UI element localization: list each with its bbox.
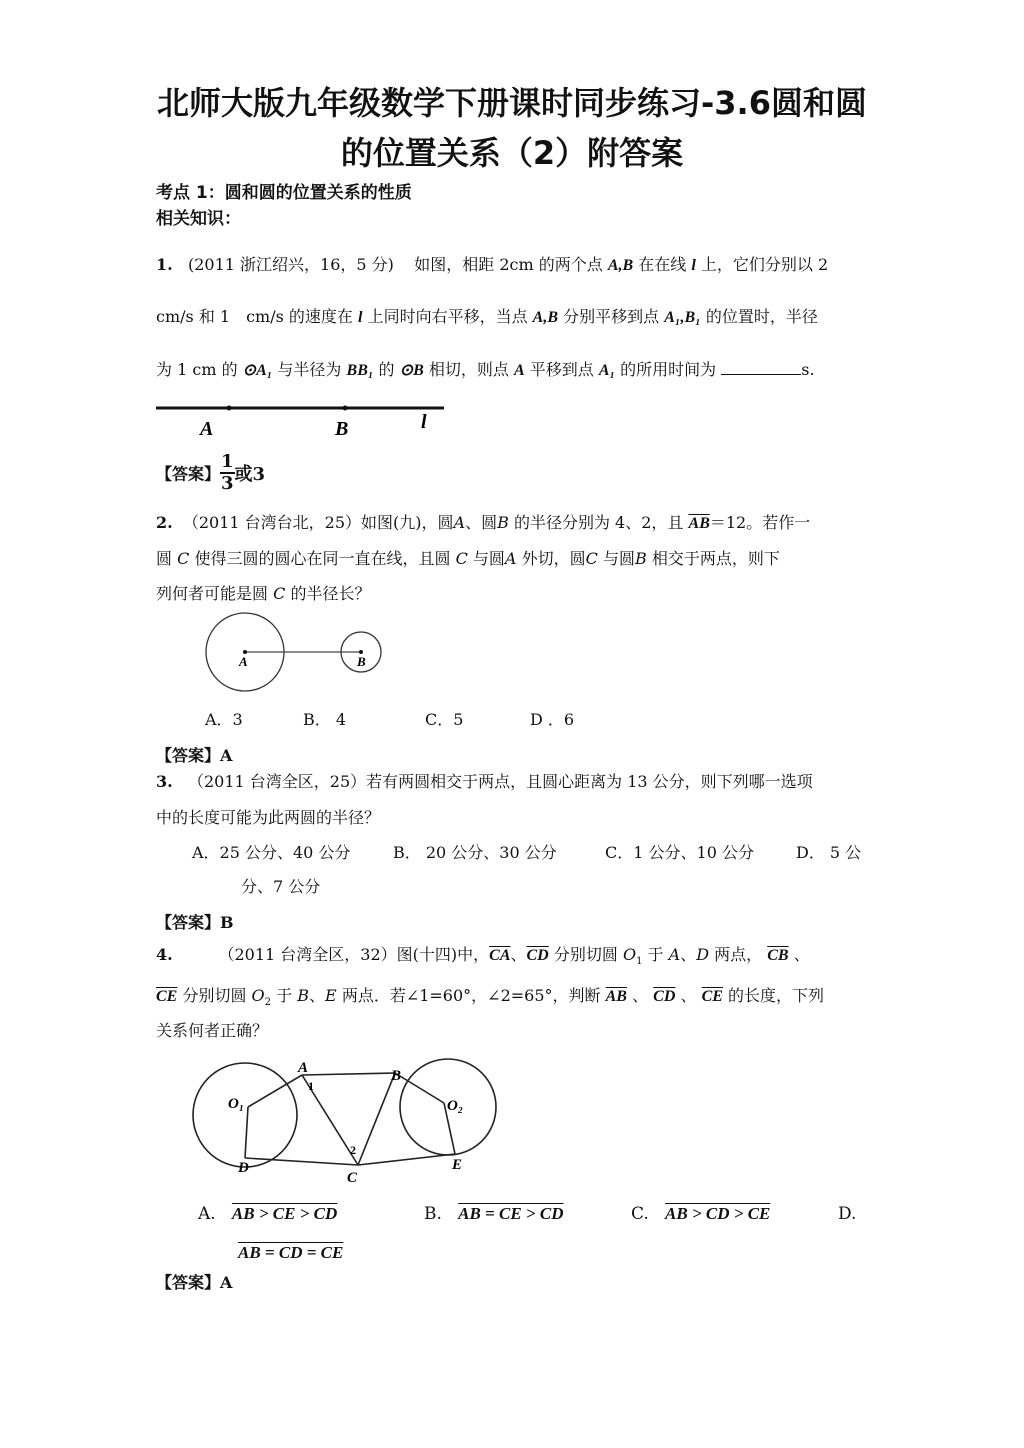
label-e: E <box>452 1157 463 1173</box>
segment-ce <box>358 1154 455 1165</box>
label-o2: O₂ <box>447 1098 464 1114</box>
segment-cb <box>358 1073 395 1165</box>
q3-line1: 3. （2011 台湾全区，25）若有两圆相交于两点，且圆心距离为 13 公分，则下列哪一选项 <box>156 772 813 791</box>
label-d: D <box>238 1160 249 1176</box>
radius-o2b <box>395 1073 444 1103</box>
label-a: A <box>298 1060 309 1076</box>
q3-option-a: A．25 公分、40 公分 <box>192 843 351 862</box>
q3-option-c: C．1 公分、10 公分 <box>605 843 754 862</box>
q4-option-a-expr: AB > CE > CD <box>231 1204 338 1223</box>
q1-figure <box>150 395 450 445</box>
section-subheading: 相关知识： <box>156 209 241 229</box>
point-a <box>227 406 232 411</box>
point-b <box>343 406 348 411</box>
q4-line2: $\overline{CE}$ 分别切圆 $O_2$ 于 B、E 两点．若∠1=60°，∠2=65°，判断 $\overline{AB}$ 、 $\overline{CD}$ 、 $\overline{CE}$ 的长度，下列 <box>156 986 825 1009</box>
q4-line1: 4. （2011 台湾全区，32）图(十四)中，$\overline{CA}$、$\overline{CD}$ 分别切圆 $O_1$ 于 A、D 两点， $\overline{CB}$ 、 <box>156 945 810 968</box>
q4-figure <box>190 1050 510 1185</box>
q1-answer-blank <box>721 360 801 375</box>
q4-number: 4. <box>156 945 173 964</box>
label-angle-1: 1 <box>308 1079 314 1093</box>
q4-option-d-label: D. <box>838 1204 857 1224</box>
q2-answer: 【答案】A <box>156 746 233 765</box>
radius-o1d <box>245 1107 248 1158</box>
label-b: B <box>391 1068 402 1084</box>
q4-line3: 关系何者正确？ <box>156 1021 269 1040</box>
q4-option-a: A. AB > CE > CD <box>198 1204 338 1224</box>
q1-answer-fraction: $\frac{1}{3}$ <box>221 451 234 494</box>
page-title-line2: 的位置关系（2）附答案 <box>340 134 684 172</box>
label-l: l <box>421 411 427 433</box>
label-o1: O₁ <box>228 1096 245 1112</box>
q2-figure <box>200 612 390 694</box>
label-c: C <box>347 1170 358 1185</box>
segment-ab <box>302 1073 395 1075</box>
label-angle-2: 2 <box>350 1143 356 1157</box>
q3-option-d: D． 5 公 <box>796 843 862 862</box>
q1-line1: 1. (2011 浙江绍兴，16，5 分) 如图，相距 2cm 的两个点 A,B 在在线 l 上，它们分别以 2 <box>156 255 829 274</box>
q1-answer: 【答案】 $\frac{1}{3}$ 或3 <box>156 451 266 494</box>
q4-option-b: B. AB = CE > CD <box>424 1204 564 1224</box>
q2-line2: 圆 C 使得三圆的圆心在同一直在线，且圆 C 与圆A 外切，圆C 与圆B 相交于两点，则下 <box>156 549 780 568</box>
section-heading: 考点 1：圆和圆的位置关系的性质 <box>156 183 412 203</box>
q2-option-c: C．5 <box>425 710 464 729</box>
label-b: B <box>335 418 349 440</box>
q3-line2: 中的长度可能为此两圆的半径？ <box>156 808 381 827</box>
q2-line1: 2. （2011 台湾台北，25）如图(九)，圆A、圆B 的半径分别为 4、2，且 $\overline{AB}=12$。若作一 <box>156 513 811 532</box>
q2-option-b: B． 4 <box>303 710 347 729</box>
page-title-line1: 北师大版九年级数学下册课时同步练习-3.6圆和圆 <box>157 84 867 122</box>
label-b: B <box>357 654 366 669</box>
q1-line3: 为 1 cm 的 ⊙A₁ 与半径为 BB₁ 的 ⊙B 相切，则点 A 平移到点 A₁ 的所用时间为 s. <box>156 360 815 379</box>
q3-answer: 【答案】B <box>156 913 234 932</box>
label-a: A <box>239 654 248 669</box>
q3-option-b: B． 20 公分、30 公分 <box>393 843 557 862</box>
q2-line3: 列何者可能是圆 C 的半径长？ <box>156 584 371 603</box>
q4-option-c: C. AB > CD > CE <box>631 1204 771 1224</box>
q1-line2: cm/s 和 1 cm/s 的速度在 l 上同时向右平移，当点 A,B 分别平移到点 A₁,B₁ 的位置时，半径 <box>156 307 818 326</box>
q2-option-a: A．3 <box>205 710 243 729</box>
q2-option-d: D ．6 <box>530 710 575 729</box>
q4-option-d: AB = CD = CE <box>238 1243 344 1262</box>
label-a: A <box>200 418 214 440</box>
q3-option-d-cont: 分、7 公分 <box>241 877 321 896</box>
q1-number: 1. <box>156 255 173 274</box>
q4-answer: 【答案】A <box>156 1273 233 1292</box>
q2-number: 2. <box>156 513 173 532</box>
radius-o1a <box>248 1075 302 1107</box>
q3-number: 3. <box>156 772 173 791</box>
